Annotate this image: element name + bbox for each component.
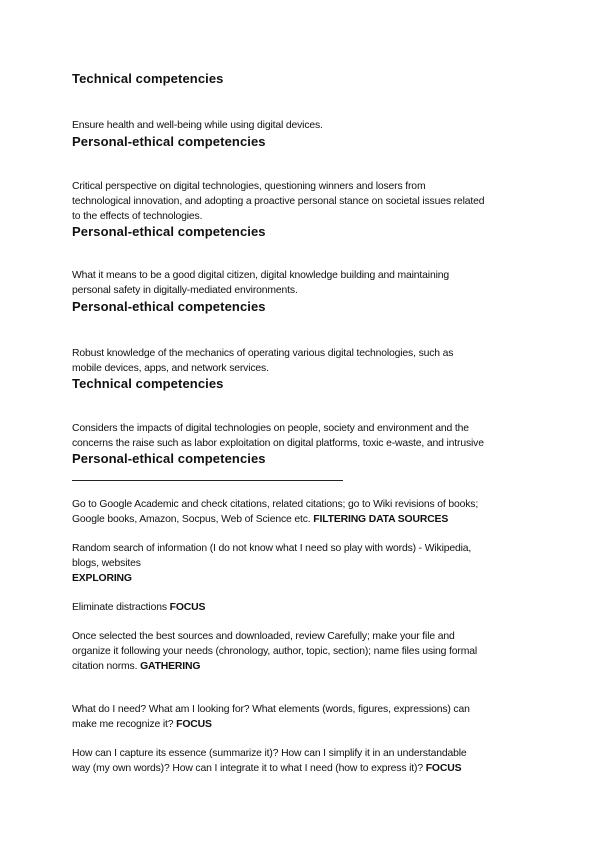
note-line: How can I capture its essence (summarize it)? How can I simplify it in an understandable [72,748,467,759]
note-tag: FOCUS [169,602,206,613]
note-line: organize it following your needs (chronology, author, topic, section); name files using formal [72,646,478,657]
description-line: mobile devices, apps, and network services. [72,363,269,374]
note-line: Random search of information (I do not know what I need so play with words) - Wikipedia, [72,543,472,554]
description-robust-knowledge [72,346,453,376]
note-line: Go to Google Academic and check citations, related citations; go to Wiki revisions of books; [72,499,479,510]
note-text: make me recognize it? [72,719,174,730]
note-gathering [72,629,477,674]
heading-personal-ethical-competencies: Personal-ethical competencies [72,134,266,149]
note-text: Google books, Amazon, Socpus, Web of Science etc. [72,514,311,525]
note-text: way (my own words)? How can I integrate it to what I need (how to express it)? [72,763,423,774]
note-line [72,512,478,527]
note-tag: FOCUS [425,763,462,774]
description-line: concerns the raise such as labor exploitation on digital platforms, toxic e-waste, and intrusive [72,438,484,449]
description-health-wellbeing [72,118,323,133]
heading-personal-ethical-competencies: Personal-ethical competencies [72,451,266,466]
note-text: Eliminate distractions [72,602,167,613]
note-what-do-i-need [72,702,470,732]
note-line [72,600,205,615]
description-impacts [72,421,484,451]
note-line: blogs, websites [72,558,141,569]
description-critical-perspective [72,179,484,224]
description-line: technological innovation, and adopting a proactive personal stance on societal issues related [72,196,485,207]
note-exploring [72,541,471,586]
note-text: citation norms. [72,661,138,672]
note-line [72,761,467,776]
note-tag: EXPLORING [72,573,132,584]
heading-technical-competencies: Technical competencies [72,376,224,391]
note-eliminate-distractions [72,600,205,615]
note-filtering-data-sources [72,497,478,527]
description-line: Ensure health and well-being while using digital devices. [72,120,323,131]
note-capture-essence [72,746,467,776]
description-line: Robust knowledge of the mechanics of operating various digital technologies, such as [72,348,454,359]
heading-technical-competencies: Technical competencies [72,71,224,86]
separator-line [72,480,343,481]
description-line: Considers the impacts of digital technologies on people, society and environment and the [72,423,469,434]
description-line: personal safety in digitally-mediated environments. [72,285,298,296]
description-digital-citizen [72,268,449,298]
heading-personal-ethical-competencies: Personal-ethical competencies [72,224,266,239]
note-tag: FILTERING DATA SOURCES [313,514,449,525]
note-line: What do I need? What am I looking for? What elements (words, figures, expressions) can [72,704,470,715]
description-line: to the effects of technologies. [72,211,203,222]
note-tag: GATHERING [140,661,201,672]
heading-personal-ethical-competencies: Personal-ethical competencies [72,299,266,314]
note-tag: FOCUS [176,719,212,730]
description-line: Critical perspective on digital technologies, questioning winners and losers from [72,181,426,192]
note-line [72,659,477,674]
description-line: What it means to be a good digital citizen, digital knowledge building and maintaining [72,270,449,281]
note-line [72,717,470,732]
note-line: Once selected the best sources and downloaded, review Carefully; make your file and [72,631,455,642]
